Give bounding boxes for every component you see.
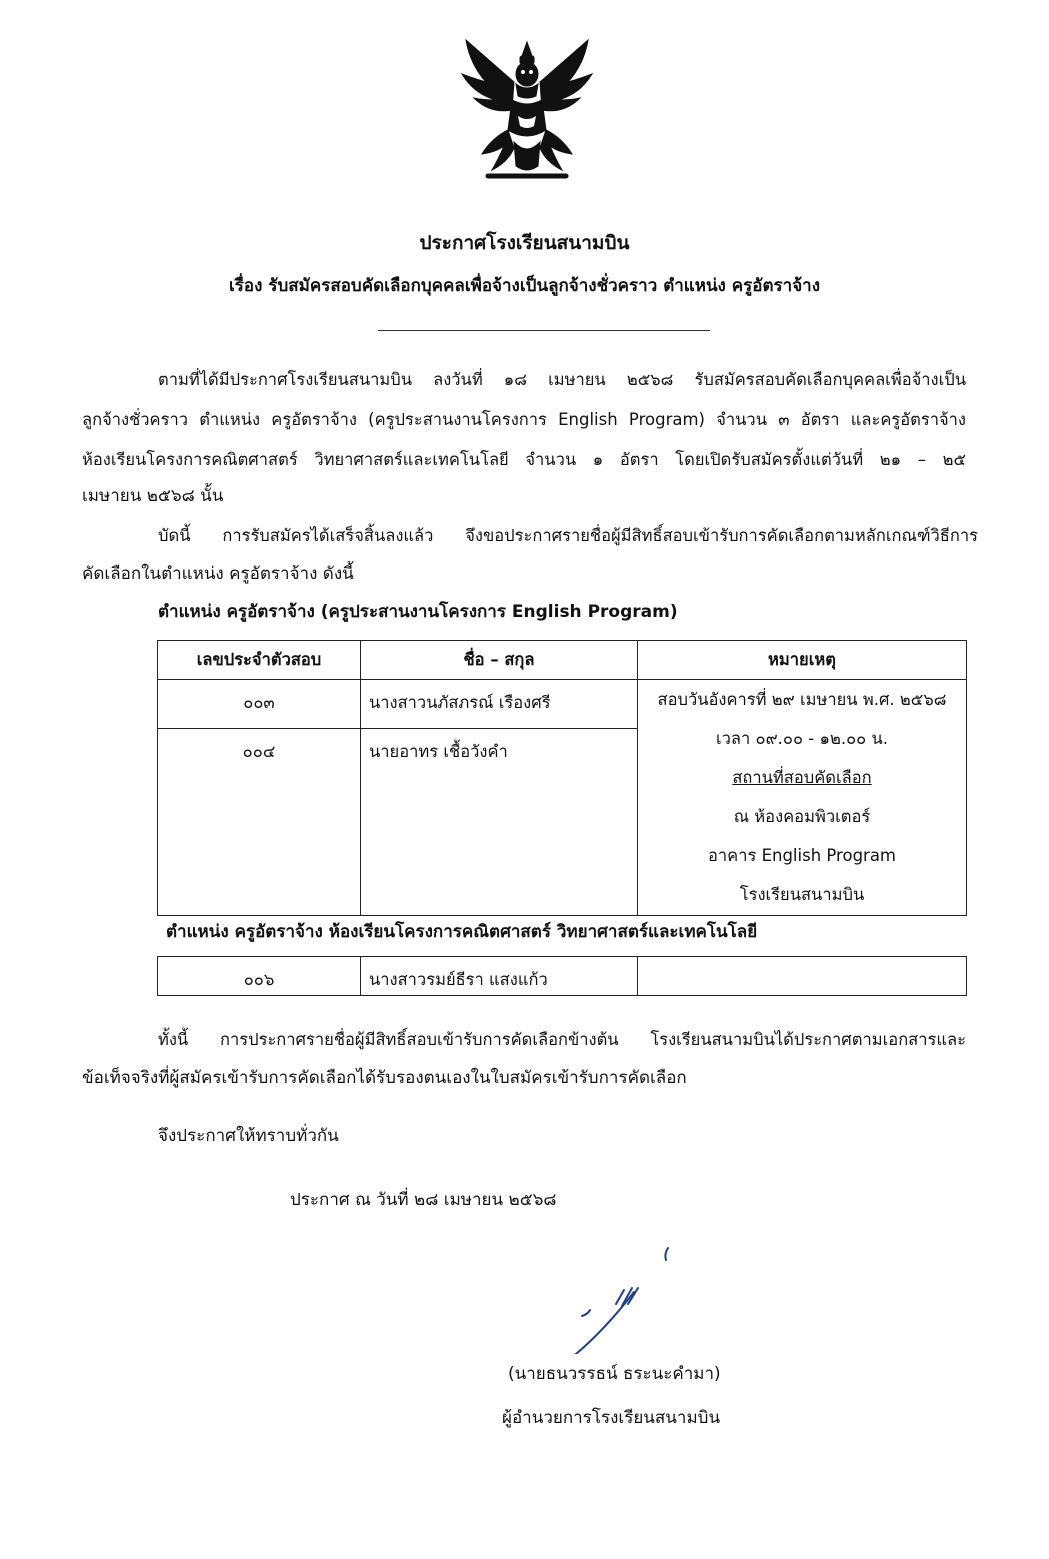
paragraph-1-line-3: ห้องเรียนโครงการคณิตศาสตร์ วิทยาศาสตร์และเทคโนโลยี จำนวน ๑ อัตรา โดยเปิดรับสมัครตั้งแต่วันที่ ๒๑ – ๒๕	[82, 450, 966, 469]
signature-icon	[560, 1244, 670, 1354]
candidate-name-cell: นางสาวรมย์ธีรา แสงแก้ว	[361, 957, 638, 996]
exam-room: ณ ห้องคอมพิวเตอร์	[733, 807, 871, 826]
paragraph-1-line-4: เมษายน ๒๕๖๘ นั้น	[82, 486, 224, 506]
section-1-heading: ตำแหน่ง ครูอัตราจ้าง (ครูประสานงานโครงการ English Program)	[158, 602, 678, 622]
document-title: ประกาศโรงเรียนสนามบิน	[419, 232, 630, 254]
table-row	[158, 957, 967, 996]
paragraph-1-line-1: ตามที่ได้มีประกาศโรงเรียนสนามบิน ลงวันที่ ๑๘ เมษายน ๒๕๖๘ รับสมัครสอบคัดเลือกบุคคลเพื่อจ้างเป็น	[158, 370, 966, 389]
header-exam-id: เลขประจำตัวสอบ	[158, 641, 361, 680]
paragraph-3-line-1: ทั้งนี้ การประกาศรายชื่อผู้มีสิทธิ์สอบเข้ารับการคัดเลือกข้างต้น โรงเรียนสนามบินได้ประกาศตามเอกสารและ	[158, 1030, 966, 1049]
paragraph-2-line-2: คัดเลือกในตำแหน่ง ครูอัตราจ้าง ดังนี้	[82, 564, 354, 584]
paragraph-1-line-2: ลูกจ้างชั่วคราว ตำแหน่ง ครูอัตราจ้าง (ครูประสานงานโครงการ English Program) จำนวน ๓ อัตรา และครูอัตราจ้าง	[82, 410, 966, 429]
exam-remarks-cell	[638, 680, 967, 916]
exam-remarks-cell	[638, 957, 967, 996]
title-divider	[378, 330, 710, 331]
exam-id-cell: ๐๐๓	[158, 680, 361, 729]
exam-id-cell: ๐๐๖	[158, 957, 361, 996]
candidate-name-cell: นางสาวนภัสภรณ์ เรืองศรี	[361, 680, 638, 729]
exam-school: โรงเรียนสนามบิน	[739, 885, 865, 904]
exam-place-label: สถานที่สอบคัดเลือก	[732, 768, 872, 787]
header-remarks: หมายเหตุ	[638, 641, 967, 680]
section-2-heading: ตำแหน่ง ครูอัตราจ้าง ห้องเรียนโครงการคณิตศาสตร์ วิทยาศาสตร์และเทคโนโลยี	[166, 922, 758, 942]
candidate-name-cell: นายอาทร เชื้อวังคำ	[361, 729, 638, 916]
paragraph-3-line-2: ข้อเท็จจริงที่ผู้สมัครเข้ารับการคัดเลือกได้รับรองตนเองในใบสมัครเข้ารับการคัดเลือก	[82, 1068, 687, 1088]
announcement-line: จึงประกาศให้ทราบทั่วกัน	[158, 1126, 339, 1146]
garuda-emblem-icon	[452, 34, 602, 184]
announcement-date: ประกาศ ณ วันที่ ๒๘ เมษายน ๒๕๖๘	[290, 1190, 557, 1210]
candidates-table-2	[157, 956, 967, 996]
paragraph-2-line-1: บัดนี้ การรับสมัครได้เสร็จสิ้นลงแล้ว จึงขอประกาศรายชื่อผู้มีสิทธิ์สอบเข้ารับการคัดเลือกตามหลักเกณฑ์วิธีการ	[158, 526, 978, 545]
exam-date: สอบวันอังคารที่ ๒๙ เมษายน พ.ศ. ๒๕๖๘	[657, 690, 947, 709]
exam-id-cell: ๐๐๔	[158, 729, 361, 916]
candidates-table-1	[157, 640, 967, 916]
exam-time: เวลา ๐๙.๐๐ - ๑๒.๐๐ น.	[715, 729, 889, 748]
exam-building: อาคาร English Program	[707, 846, 897, 865]
signatory-name: (นายธนวรรธน์ ธระนะคำมา)	[508, 1364, 721, 1384]
header-name: ชื่อ – สกุล	[361, 641, 638, 680]
document-subject: เรื่อง รับสมัครสอบคัดเลือกบุคคลเพื่อจ้างเป็นลูกจ้างชั่วคราว ตำแหน่ง ครูอัตราจ้าง	[228, 276, 821, 296]
signatory-position: ผู้อำนวยการโรงเรียนสนามบิน	[502, 1408, 721, 1428]
table-row	[158, 680, 967, 729]
table-header-row	[158, 641, 967, 680]
